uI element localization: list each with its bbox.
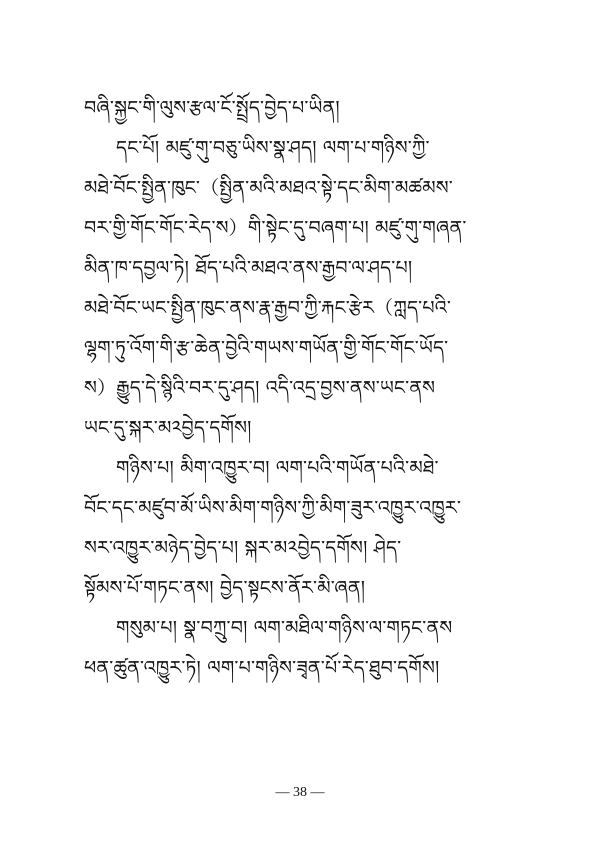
text-line-14: གསུམ་པ། སྣ་བཀྲུ་བ། ལག་མཐིལ་གཉིས་ལ་གཏང་ནས bbox=[116, 617, 453, 639]
text-line-1: བཞི་སྐྱང་གི་ལུས་རྩལ་ངོ་སྤྲོད་བྱེད་པ་ཡིན། bbox=[84, 97, 340, 119]
text-line-12: སར་འཁྱུར་མཉེད་བྱེད་པ། སྐར་མ༢བྱེད་དགོས། ཤེད་ bbox=[84, 537, 402, 559]
text-line-5: མིན་ཁ་དབྱལ་ཏེ། ཐོད་པའི་མཐའ་ནས་རྒྱབ་ལ་ཤད་པ། bbox=[84, 257, 413, 279]
text-line-2: དང་པོ། མཛུ་གུ་བཅུ་ཡིས་སྣ་ཤད། ལག་པ་གཉིས་ཀྱི་ bbox=[116, 137, 430, 159]
body-text bbox=[84, 88, 524, 688]
text-line-9: ཡང་དུ་སྐར་མ༢བྱེད་དགོས། bbox=[84, 417, 252, 439]
text-line-11: བོང་དང་མཛུབ་མོ་ཡིས་མིག་གཉིས་ཀྱི་མིག་ཟུར་འཁྱུར་འཁྱུར་ bbox=[84, 497, 462, 519]
text-line-13: སྟོམས་པོ་གཏང་ནས། བྱེད་སྟངས་ནོར་མི་ཞན། bbox=[84, 577, 366, 599]
text-line-7: ལྷག་ཏུ་འོག་གི་རྩ་ཆེན་བྱེའི་གཡས་གཡོན་གྱི་གོང་གོང་ཡོད་ bbox=[84, 337, 449, 359]
text-line-15: ཕན་ཚུན་འཁྱུར་ཏེ། ལག་པ་གཉིས་ཟྭན་པོ་རེད་ཐུབ་དགོས། bbox=[84, 657, 440, 679]
text-line-10: གཉིས་པ། མིག་འཁྱུར་བ། ལག་པའི་གཡོན་པའི་མཐེ་ bbox=[116, 457, 439, 479]
page-number: — 38 — bbox=[275, 785, 325, 800]
text-line-8: ས）རྒྱུད་དེ་སྙིའི་བར་དུ་ཤད། འདི་འདྲ་བྱས་ནས་ཡང་ནས bbox=[84, 377, 436, 399]
text-line-3: མཐེ་བོང་སྤྱིན་ཁུང་（སྤྱིན་མའི་མཐའ་སྟེ་དང་མིག་མཚམས་ bbox=[84, 177, 453, 199]
text-line-4: བར་གྱི་གོང་གོང་རེད་ས）གི་སྟེང་དུ་བཞག་པ། མཛུ་གུ་གཞན་ bbox=[84, 217, 467, 239]
text-line-6: མཐེ་བོང་ཡང་སྤྱིན་ཁུང་ནས་རྣ་རྒྱབ་ཀྱི་རྐང་རྩེར（ཀླད་པའི་ bbox=[84, 297, 452, 319]
